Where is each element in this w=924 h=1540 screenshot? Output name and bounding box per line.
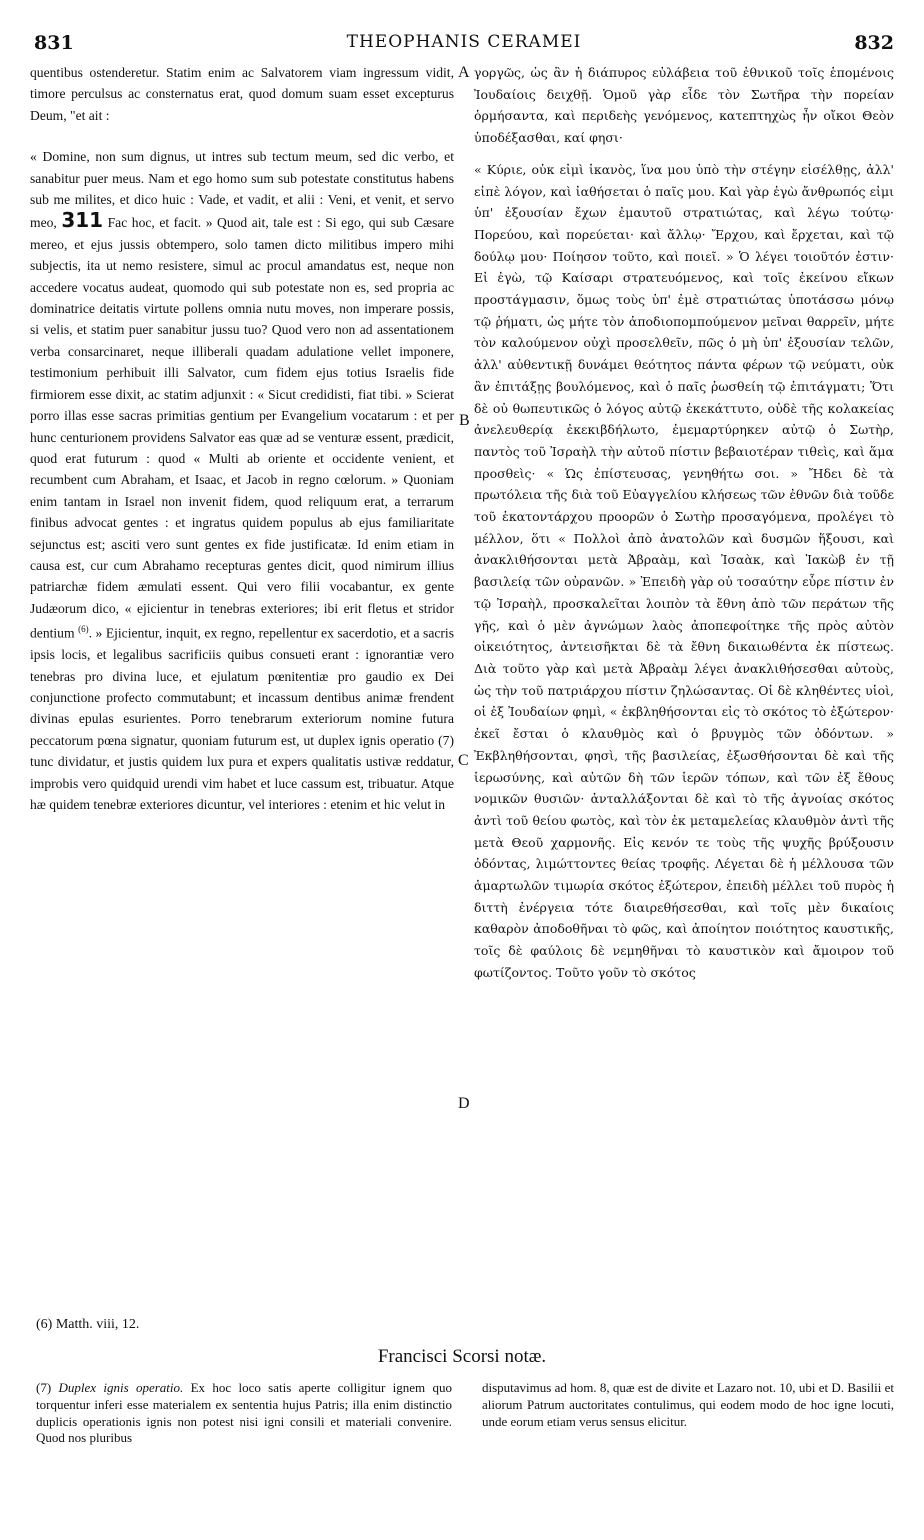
note-number: (7) (36, 1380, 52, 1395)
latin-paragraph-2 (30, 146, 454, 815)
margin-letter-b: B (459, 412, 470, 429)
note-7 (36, 1380, 452, 1447)
footnote-mark: (6) (78, 624, 89, 635)
latin-column (30, 62, 454, 815)
running-title: THEOPHANIS CERAMEI (346, 32, 582, 52)
latin-paragraph-1: quentibus ostenderetur. Statim enim ac Salvatorem viam ingressum vidit, timore perculsus ac consternatus erat, quod domum suam esset excepturus Deum, "et ait : (30, 65, 454, 123)
notes-right-column (482, 1380, 894, 1430)
note-text-right: disputavimus ad hom. 8, quæ est de divite et Lazaro not. 10, ubi et D. Basilii et aliorum Patrum auctoritates contulimus, qui eodem modo de hoc igne locuti, unde eorum etiam verus sensus elicitur. (482, 1380, 894, 1429)
notes-left-column (36, 1380, 452, 1447)
right-page-number: 832 (854, 32, 894, 54)
greek-paragraph-2: « Κύριε, οὐκ εἰμὶ ἱκανὸς, ἵνα μου ὑπὸ τὴν στέγην εἰσέλθῃς, ἀλλ' εἰπὲ λόγον, καὶ ἰαθήσεται ὁ παῖς μου. Καὶ γὰρ ἐγὼ ἄνθρωπός εἰμι ὑπ' ἐξουσίαν ἔχων ἐμαυτοῦ στρατιώτας, καὶ λέγω τούτῳ· Πορεύου, καὶ πορεύεται· καὶ ἄλλῳ· Ἔρχου, καὶ ἔρχεται, καὶ τῷ δούλῳ μου· Ποίησον τοῦτο, καὶ ποιεῖ. » Ὁ λέγει τοιοῦτόν ἐστιν· Εἰ ἐγὼ, τῷ Καίσαρι στρατευόμενος, καὶ τοῖς ἐκείνου εἴκων προστάγμασιν, ὅμως τοὺς ὑπ' ἐμὲ στρατιώτας ὑποτάσσω μόνῳ τῷ ῥήματι, ὡς μήτε τὸν ἀποδιοπομπούμενον μεῖναι θαρρεῖν, μήτε τὸν καλούμενον οὐχὶ προσελθεῖν, πῶς ὁ μὴ ὑπ' ἐξουσίαν τελῶν, ἀλλ' αὐθεντικῇ δυνάμει θεότητος πάντα φέρων τῷ νεύματι, οὐκ ἂν ἐπιτάξῃς βουλόμενος, καὶ ὁ παῖς ῥωσθείη τῷ ἐπιτάγματι; Ὅτι δὲ οὐ θωπευτικῶς ὁ λόγος αὐτῷ ἐκεκάττυτο, οὐδὲ τῆς κολακείας ἀνελευθερίᾳ ἐκεκιβδήλωτο, ἐμεμαρτύρηκεν αὐτῷ ὁ Σωτὴρ, παντὸς τοῦ Ἰσραὴλ τὴν αὐτοῦ πίστιν βεβαιοτέραν τιθεὶς, καὶ ἅμα προσθεὶς· « Ὡς ἐπίστευσας, γενηθήτω σοι. » Ἤδει δὲ τὰ πρωτόλεια τῆς διὰ τοῦ Εὐαγγελίου κλήσεως τῶν ἐθνῶν διὰ τοῦδε τοῦ ἑκατοντάρχου προορῶν ὁ Σωτὴρ προσαγόμενα, προλέγει τὸ μέλλον, ὅτι « Πολλοὶ ἀπὸ ἀνατολῶν καὶ δυσμῶν ἥξουσι, καὶ ἀνακλιθήσονται μετὰ Ἀβραὰμ, καὶ Ἰσαὰκ, καὶ Ἰακὼβ ἐν τῇ βασιλείᾳ τῶν οὐρανῶν. » Ἐπειδὴ γὰρ οὐ τοσαύτην εὗρε πίστιν ἐν τῷ Ἰσραὴλ, προσκαλεῖται λοιπὸν τὰ ἔθνη ἀπὸ τῶν περάτων τῆς γῆς, καὶ ὁ μὲν ἀγνώμων λαὸς ἀποπεφοίτηκε τῆς πρὸς αὐτὸν οἰκειότητος, ἀντεισῆκται δὲ τὰ ἔθνη δικαιωθέντα ἐκ πίστεως. Διὰ τοῦτο γὰρ καὶ μετὰ Ἀβραὰμ λέγει ἀνακλιθήσεσθαι αὐτοὺς, ὡς τὴν τοῦ πατριάρχου πίστιν ζηλώσαντας. Οἱ δὲ κληθέντες υἱοὶ, οἱ ἐξ Ἰουδαίων φημὶ, « ἐκβληθήσονται εἰς τὸ σκότος τὸ ἐξώτερον· ἐκεῖ ἔσται ὁ κλαυθμὸς καὶ ὁ βρυγμὸς τῶν ὀδόντων. » Ἐκβληθήσονται, φησὶ, τῆς βασιλείας, ἐξωσθήσονται δὲ καὶ τῆς ἱερωσύνης, καὶ αὐτῶν δὴ τῶν ἱερῶν τόπων, καὶ τῶν ἐξ ἔθους νομικῶν θυσιῶν· ἀνταλλάξονται δὲ καὶ τὸ τῆς ἀγνοίας σκότος ἀντὶ τοῦ θείου φωτὸς, καὶ τὸν ἐκ μεταμελείας κλαυθμὸν ἀντὶ τῆς μετὰ Θεοῦ χαρμονῆς. Εἰς κενόν τε τοὺς τῆς ψυχῆς βρύξουσιν ὀδόντας, λιμώττοντες θείας τροφῆς. Λέγεται δὲ ἡ μέλλουσα τῶν ἁμαρτωλῶν τιμωρία σκότος ἐξώτερον, ἐπειδὴ μέλλει τοῦ πυρὸς ἡ διττὴ ἐνέργεια τότε διαιρεθήσεσθαι, καὶ τοῖς μὲν δικαίοις καθαρὸν ἀποδοθῆναι τὸ φῶς, καὶ ἀποίητον ποιότητος καυστικῆς, τοῖς δὲ φαύλοις δὲ νεμηθῆναι τὸ καυστικὸν καὶ ἄμοιρον τοῦ φωτίζοντος. Τοῦτο γοῦν τὸ σκότος (474, 161, 894, 980)
greek-column (474, 62, 894, 984)
note-text-left: Ex hoc loco satis aperte colligitur ignem quo torquentur inferi esse materialem ex sententia hujus Patris; illa enim distinctio duplicis operationis ignis non potest nisi igni consili et materiali convenire. Quod nos pluribus (36, 1380, 452, 1446)
latin-text-2a: « Domine, non sum dignus, ut intres sub tectum meum, sed dic verbo, et sanabitur puer meus. Nam et ego homo sum sub potestate constitutus habens sub me milites, et dico huic : Vade, et vadit, et alii : Veni, et venit, et servo meo, (30, 149, 454, 231)
left-page-number: 831 (34, 32, 74, 54)
latin-text-2c: . » Ejicientur, inquit, ex regno, repellentur ex sacerdotio, et a sacris ipsis locis, et legalibus sacrificiis quibus consueti erant : ignorantiæ vero tenebras pro divina luce, et ejulatum pœnitentiæ pro gaudio ex Dei conjunctione profecto commutabunt; et incassum dentibus animæ frendent divinas epulas esurientes. Porro tenebrarum exteriorum nomine futura peccatorum pœna signatur, quoniam futurum est, ut duplex ignis operatio (7) tunc dividatur, et justis quidem lux pura et expers qualitatis ustivæ reddatur, improbis vero quidquid urendi vim habet et luce cassum est, tribuatur. Atque hæ quidem tenebræ exteriores dicuntur, vel interiores : etenim et hic velut in (30, 625, 455, 812)
greek-paragraph-1: γοργῶς, ὡς ἂν ἡ διάπυρος εὐλάβεια τοῦ ἐθνικοῦ τοῖς ἑπομένοις Ἰουδαίοις δειχθῇ. Ὁμοῦ γὰρ εἶδε τὸν Σωτῆρα τὴν πορείαν ὁρμήσαντα, καὶ περιδεὴς γενόμενος, κατεπτηχὼς ἦν οἴκοι Θεὸν ὑποδέξασθαι, καί φησι· (474, 65, 894, 146)
notes-title: Francisci Scorsi notæ. (377, 1346, 547, 1367)
running-header (34, 32, 894, 54)
footnote: (6) Matth. viii, 12. (36, 1317, 140, 1332)
latin-text-2b: Fac hoc, et facit. » Quod ait, tale est : Si ego, qui sub Cæsare mereo, et ejus jussis obtempero, solo tamen dicto militibus impero mihi subjectis, ita ut nemo resistere, simul ac procul amandatus est, neque non accedere vocatus audeat, quomodo qui sub potestate non es, sed propria ac dominatrice deitatis virtute pollens omnia nutu moves, non imperare possis, si velis, et statim puer sanabitur jussu tuo? Quod vero non ad assentationem verba consarcinaret, neque illiberali quadam adulatione vellet imponere, testimonium perhibuit illi Salvator, cum fidem ejus totius Israelis fide firmiorem esse dixit, ac statim adjunxit : « Sicut credidisti, fiat tibi. » Scierat porro illas esse sacras primitias gentium per Evangelium vocatarum : et per hunc centurionem providens Salvator eas quæ ad se venturæ essent, prædicit, quod erat futurum : quod « Multi ab oriente et occidente venient, et recumbent cum Abraham, et Isaac, et Jacob in regno cœlorum. » Quoniam enim tantam in Israel non invenit fidem, quod reliquum erat, a terrarum finibus advocat gentes : et ingratus quidem populus ab ejus familiaritate sejunctus est; asciti vero sunt gentes ex fide justificatæ. Id enim etiam in causa est, cur cum Abrahamo recepturas gentes dicit, quod nimirum illius patriarchæ fidem æmulati essent. Qui vero filii vocabantur, ex gente Judæorum dico, « ejicientur in tenebras exteriores; ibi erit fletus et stridor dentium (30, 215, 455, 641)
margin-letter-a: A (458, 64, 470, 81)
note-lemma: Duplex ignis operatio. (58, 1380, 184, 1395)
column-number: 311 (61, 208, 104, 233)
margin-letter-c: C (458, 752, 469, 769)
margin-letter-d: D (458, 1095, 470, 1112)
